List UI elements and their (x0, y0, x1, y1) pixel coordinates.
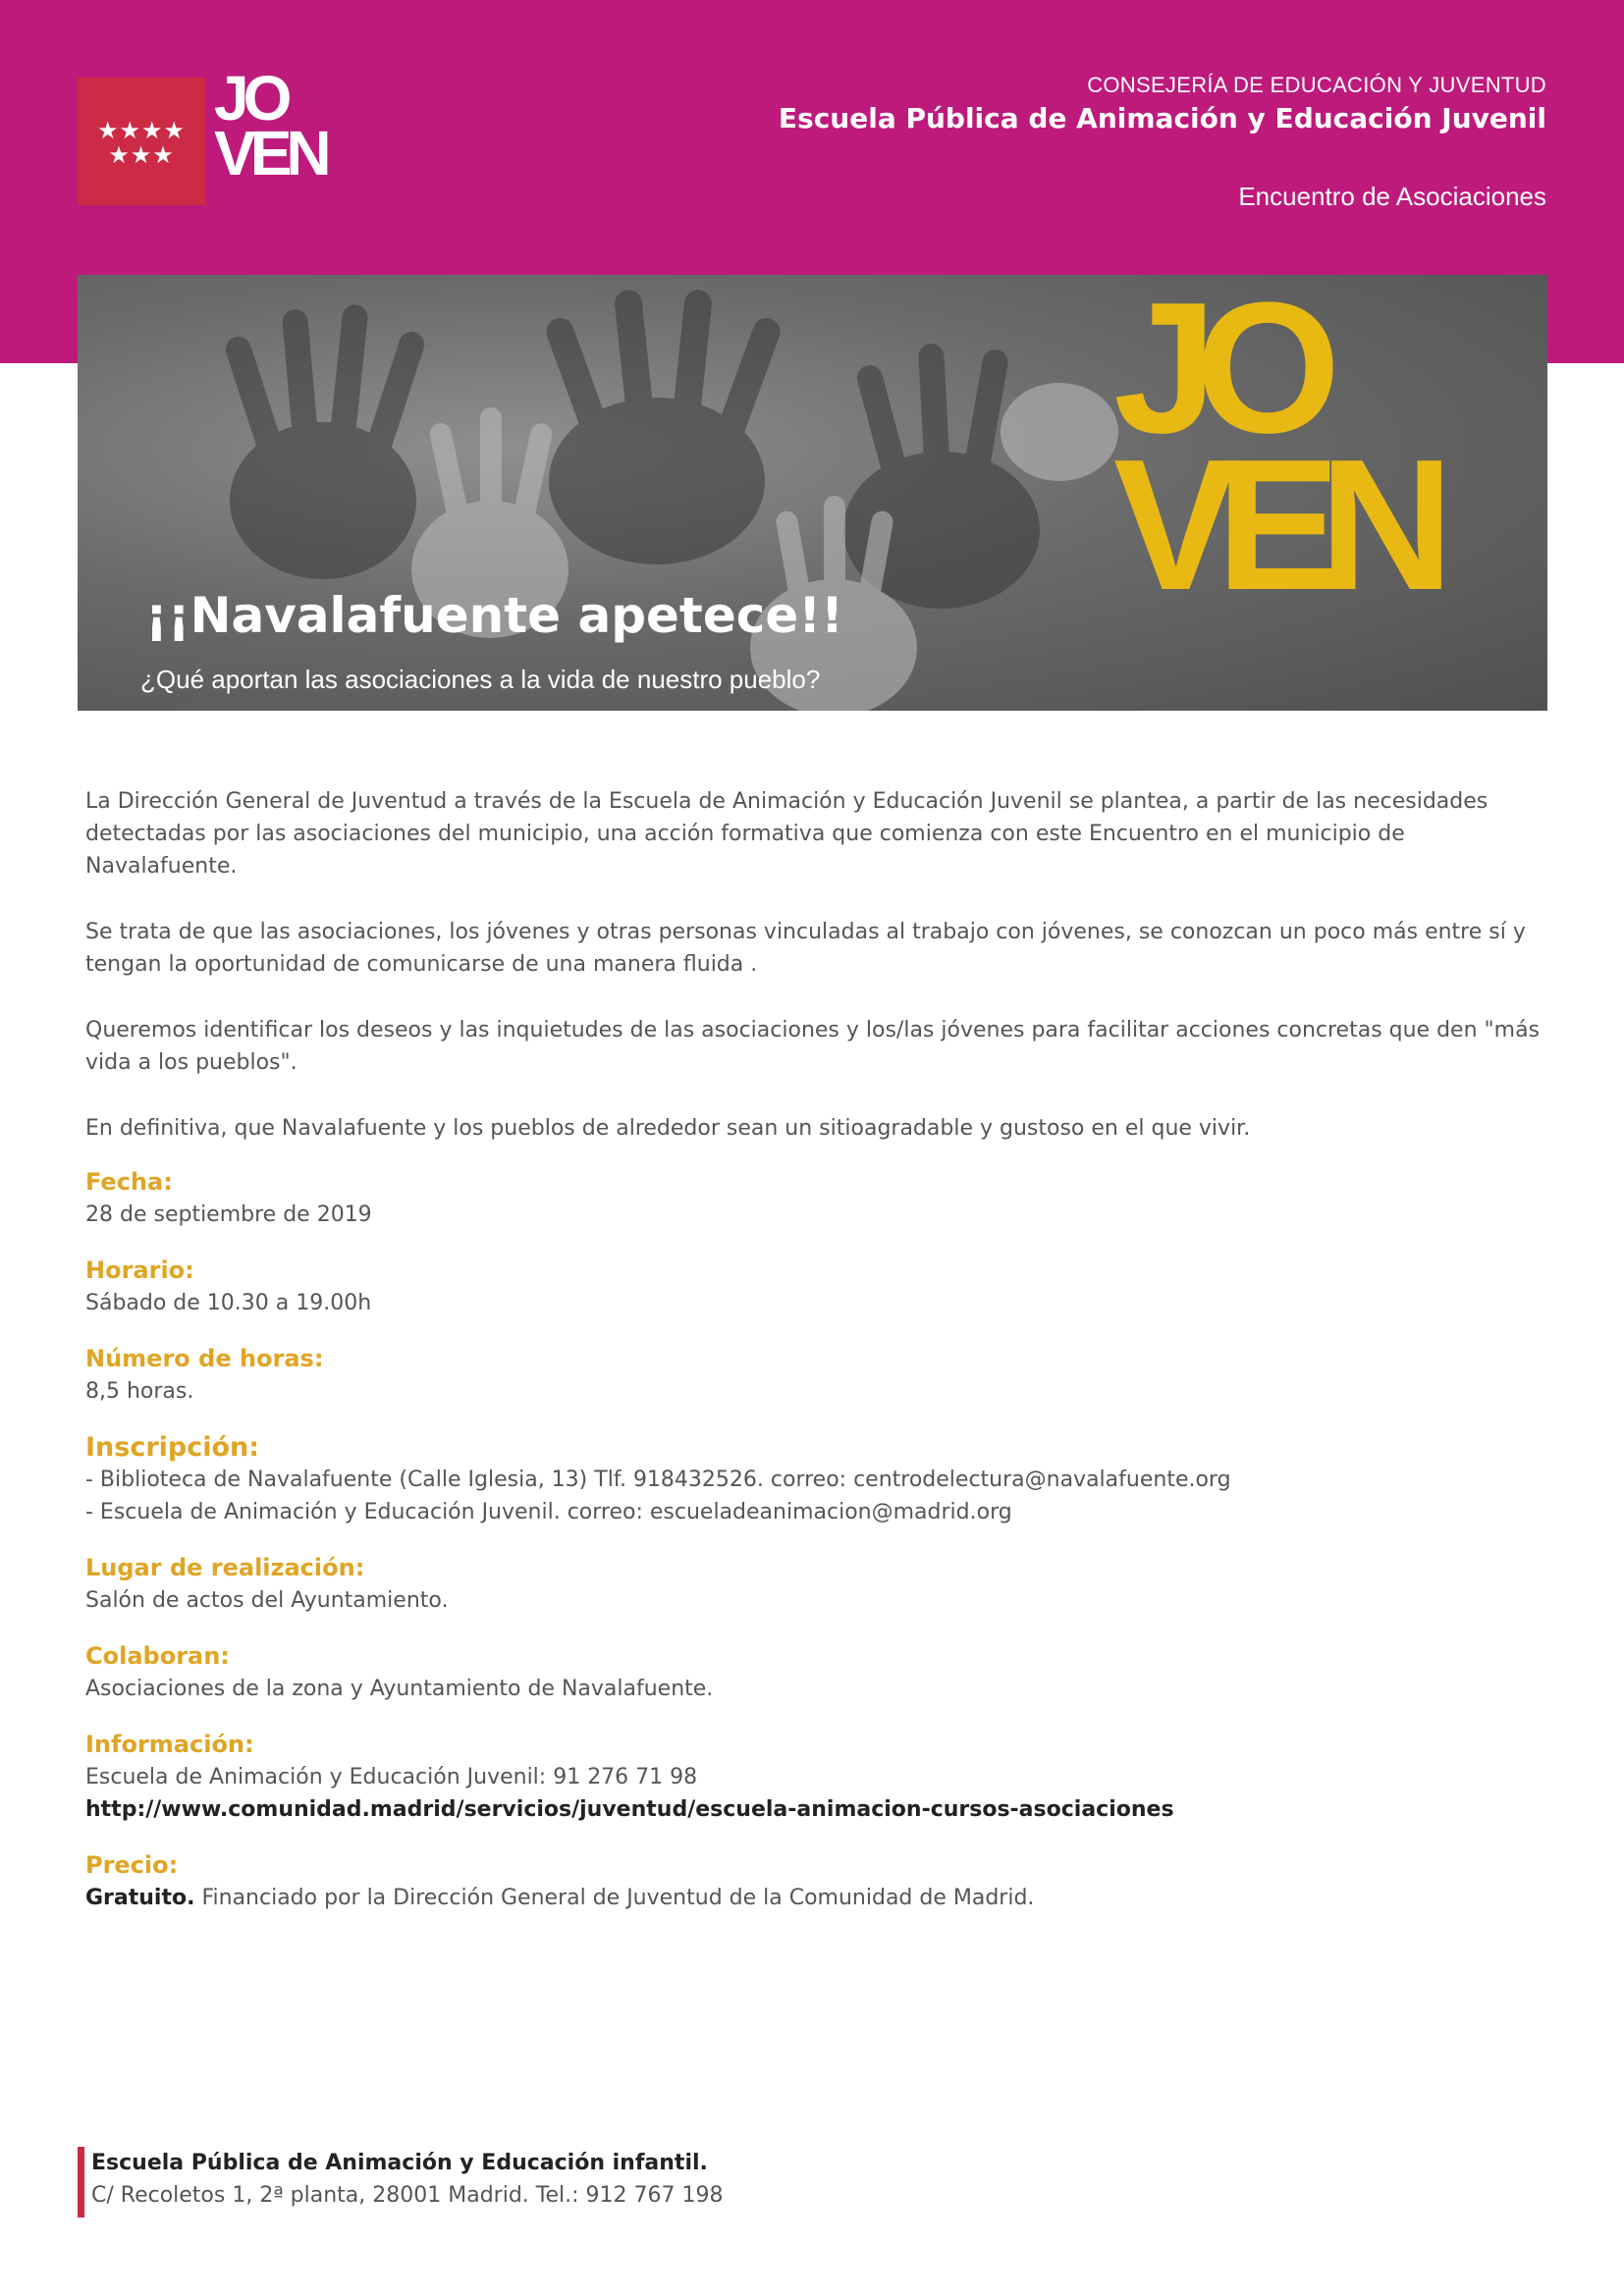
section-horario (85, 1255, 1548, 1319)
stars-icon: ★★★★ ★★★ (96, 117, 187, 169)
section-horas (85, 1343, 1548, 1408)
section-informacion (85, 1729, 1548, 1826)
banner-joven-word (1113, 275, 1433, 629)
intro-paragraph-2: Se trata de que las asociaciones, los jóvenes y otras personas vinculadas al trabajo con jóvenes, se conozcan un poco más entre sí y tengan la oportunidad de comunicarse de una manera fluida . (85, 920, 1526, 977)
banner-image (78, 275, 1547, 711)
intro-paragraph-1: La Dirección General de Juventud a través de la Escuela de Animación y Educación Juvenil se plantea, a partir de las necesidades detectadas por las asociaciones del municipio, una acción formativa que comienza con este Encuentro en el municipio de Navalafuente. (85, 789, 1489, 879)
section-fecha (85, 1166, 1548, 1231)
footer-line-2: C/ Recoletos 1, 2ª planta, 28001 Madrid. Tel.: 912 767 198 (91, 2183, 724, 2208)
logo-word-line2: VEN (214, 118, 326, 188)
intro-paragraph-3: Queremos identificar los deseos y las inquietudes de las asociaciones y los/las jóvenes para facilitar acciones concretas que den "más vida a los pueblos". (85, 1018, 1541, 1075)
banner-joven-line2: VEN (1113, 421, 1433, 629)
inscripcion-label: Inscripción: (85, 1432, 260, 1463)
section-lugar (85, 1552, 1548, 1617)
banner-joven-line1: JO (1113, 275, 1320, 472)
horario-label: Horario: (85, 1256, 194, 1284)
section-colaboran (85, 1640, 1548, 1705)
footer-address (78, 2147, 724, 2217)
informacion-url-link[interactable]: http://www.comunidad.madrid/servicios/juventud/escuela-animacion-cursos-asociaciones (85, 1797, 1174, 1822)
section-precio (85, 1849, 1548, 1914)
horas-value: 8,5 horas. (85, 1379, 194, 1404)
banner-subtitle: ¿Qué aportan las asociaciones a la vida de nuestro pueblo? (140, 665, 821, 694)
department-title: CONSEJERÍA DE EDUCACIÓN Y JUVENTUD (1087, 73, 1546, 97)
madrid-logo (78, 78, 205, 205)
inscripcion-line-1: - Biblioteca de Navalafuente (Calle Iglesia, 13) Tlf. 918432526. correo: centrodelectura@navalafuente.org (85, 1468, 1231, 1492)
precio-label: Precio: (85, 1851, 179, 1879)
fecha-label: Fecha: (85, 1168, 173, 1196)
inscripcion-line-2: - Escuela de Animación y Educación Juvenil. correo: escueladeanimacion@madrid.org (85, 1500, 1012, 1524)
lugar-value: Salón de actos del Ayuntamiento. (85, 1588, 449, 1613)
banner-title: ¡¡Navalafuente apetece!! (145, 587, 843, 644)
colaboran-value: Asociaciones de la zona y Ayuntamiento de Navalafuente. (85, 1677, 714, 1701)
section-inscripcion (85, 1431, 1548, 1528)
joven-logo-word (214, 63, 326, 188)
lugar-label: Lugar de realización: (85, 1554, 365, 1581)
intro-paragraph-4: En definitiva, que Navalafuente y los pueblos de alrededor sean un sitioagradable y gustoso en el que vivir. (85, 1116, 1251, 1141)
event-type: Encuentro de Asociaciones (1238, 182, 1546, 211)
logo-word-line1: JO (214, 63, 287, 133)
horas-label: Número de horas: (85, 1345, 324, 1372)
precio-rest: Financiado por la Dirección General de Juventud de la Comunidad de Madrid. (194, 1886, 1035, 1910)
horario-value: Sábado de 10.30 a 19.00h (85, 1291, 372, 1315)
footer-line-1: Escuela Pública de Animación y Educación infantil. (91, 2151, 708, 2175)
fecha-value: 28 de septiembre de 2019 (85, 1202, 372, 1227)
precio-value (85, 1882, 1548, 1914)
colaboran-label: Colaboran: (85, 1642, 230, 1670)
precio-bold: Gratuito. (85, 1886, 195, 1910)
school-title: Escuela Pública de Animación y Educación Juvenil (778, 102, 1546, 134)
informacion-label: Información: (85, 1731, 254, 1758)
informacion-phone: Escuela de Animación y Educación Juvenil: 91 276 71 98 (85, 1765, 698, 1789)
main-content (85, 785, 1548, 1938)
